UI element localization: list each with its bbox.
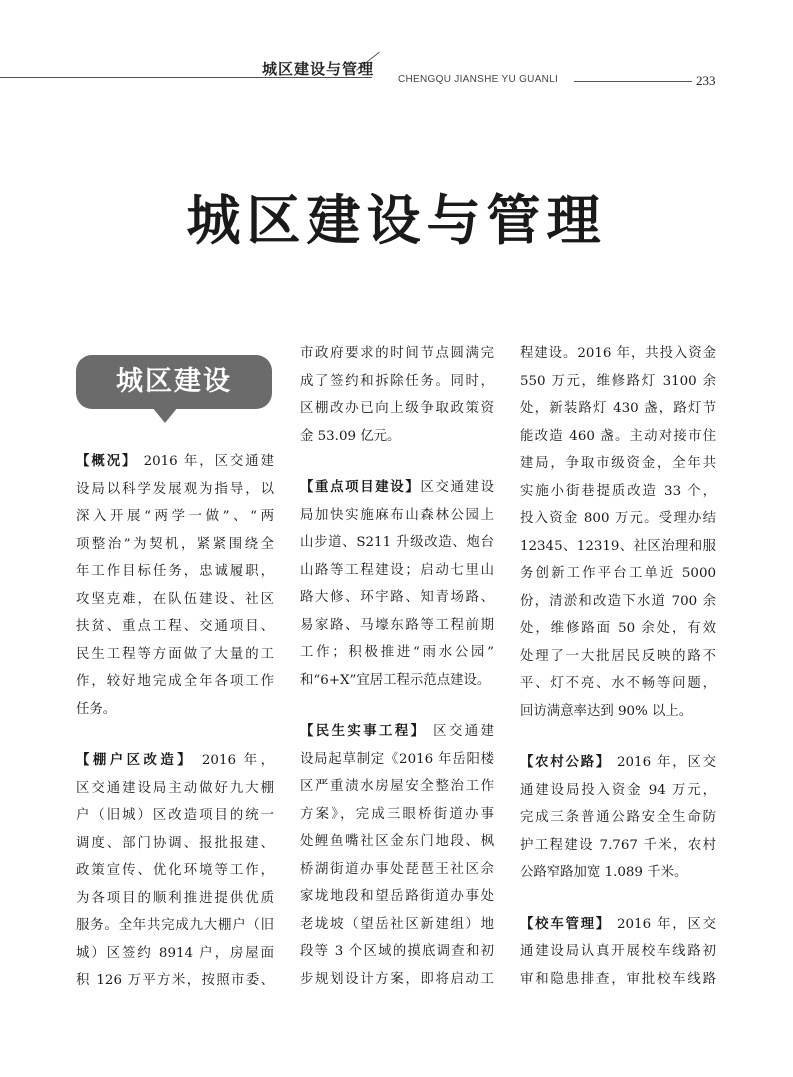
line-text: 家垅地段和望岳路街道办事处 [300, 889, 494, 904]
line-text: 扶贫、重点工程、交通项目、 [76, 619, 274, 634]
text-line [300, 502, 494, 530]
text-line [76, 747, 274, 775]
paragraph-gap [76, 723, 274, 747]
text-line [300, 423, 494, 451]
line-text: 成了签约和拆除任务。同时， [300, 373, 494, 389]
text-line [300, 667, 494, 695]
text-line [520, 966, 716, 994]
text-line [520, 450, 716, 478]
line-text: 2016 年，区交通建 [137, 454, 274, 469]
text-line [300, 395, 494, 423]
text-line [300, 966, 494, 994]
line-text: 民生工程等方面做了大量的工 [76, 646, 274, 662]
line-text: 年工作目标任务，忠诚履职， [76, 564, 274, 579]
line-text: 局加快实施麻布山森林公园上 [300, 507, 494, 523]
line-text: 政策宣传、优化环境等工作， [76, 863, 274, 878]
line-text: 区交通建设局主动做好九大棚 [76, 780, 274, 796]
line-text: 户（旧城）区改造项目的统一 [76, 808, 274, 823]
line-text: 程建设。2016 年，共投入资金 [520, 346, 716, 361]
text-line [76, 531, 274, 559]
line-text: 金 53.09 亿元。 [300, 428, 401, 444]
text-line [300, 773, 494, 801]
line-text: 区严重渍水房屋安全整治工作 [300, 779, 494, 794]
text-line [76, 775, 274, 803]
line-text: 建局，争取市级资金，全年共 [520, 456, 716, 471]
line-text: 深入开展“两学一做”、“两 [76, 509, 274, 524]
line-text: 通建设局投入资金 94 万元， [520, 782, 716, 798]
text-line [300, 746, 494, 774]
paragraph-heading: 【农村公路】 [520, 755, 611, 770]
section-badge-pointer [152, 407, 178, 423]
line-text: 项整治”为契机，紧紧围绕全 [76, 536, 274, 552]
paragraph-gap [300, 694, 494, 718]
running-header-title: 城区建设与管理 [262, 60, 375, 78]
text-line [76, 668, 274, 696]
text-line [300, 584, 494, 612]
line-text: 审和隐患排查，审批校车线路 [520, 971, 716, 987]
text-line [76, 558, 274, 586]
line-text: 设局以科学发展观为指导，以 [76, 481, 274, 497]
header-rule-right [574, 81, 692, 82]
line-text: 路大修、环宇路、知青场路、 [300, 590, 494, 605]
text-line [520, 859, 716, 887]
line-text: 实施小街巷提质改造 33 个， [520, 483, 716, 499]
text-line [520, 777, 716, 805]
line-text: 处，维修路面 50 余处，有效 [520, 621, 716, 636]
line-text: 公路窄路加宽 1.089 千米。 [520, 865, 688, 880]
paragraph-heading: 【民生实事工程】 [300, 724, 427, 739]
line-text: 易家路、马壕东路等工程前期 [300, 617, 494, 633]
text-line [76, 586, 274, 614]
line-text: 12345、12319、社区治理和服 [520, 538, 716, 554]
text-line [300, 911, 494, 939]
text-line [520, 478, 716, 506]
text-line [520, 749, 716, 777]
paragraph-gap [300, 450, 494, 474]
line-text: 方案》，完成三眼桥街道办事 [300, 806, 494, 822]
text-line [300, 718, 494, 746]
text-line [76, 696, 274, 724]
text-line [76, 885, 274, 913]
text-line [300, 856, 494, 884]
line-text: 平、灯不亮、水不畅等问题， [520, 676, 716, 691]
line-text: 任务。 [76, 701, 117, 717]
text-line [520, 832, 716, 860]
line-text: 调度、部门协调、报批报建、 [76, 835, 274, 851]
text-line [300, 828, 494, 856]
line-text: 处，新装路灯 430 盏，路灯节 [520, 401, 716, 416]
line-text: 回访满意率达到 90% 以上。 [520, 703, 693, 719]
text-line [520, 505, 716, 533]
section-badge [76, 355, 272, 409]
line-text: 工作；积极推进“雨水公园” [300, 645, 494, 660]
line-text: 护工程建设 7.767 千米，农村 [520, 837, 716, 853]
paragraph-heading: 【校车管理】 [520, 916, 611, 932]
line-text: 完成三条普通公路安全生命防 [520, 810, 716, 825]
line-text: 投入资金 800 万元。受理办结 [520, 511, 716, 526]
line-text: 2016 年，区交 [610, 916, 716, 932]
text-column-2 [300, 340, 494, 993]
text-line [300, 938, 494, 966]
line-text: 550 万元，维修路灯 3100 余 [520, 373, 716, 389]
text-line [520, 588, 716, 616]
line-text: 段等 3 个区域的摸底调查和初 [300, 944, 494, 959]
text-line [520, 395, 716, 423]
text-line [520, 615, 716, 643]
text-line [76, 448, 274, 476]
line-text: 城）区签约 8914 户，房屋面 [76, 945, 274, 961]
line-text: 处理了一大批居民反映的路不 [520, 648, 716, 664]
line-text: 步规划设计方案，即将启动工 [300, 971, 494, 987]
text-line [300, 340, 494, 368]
text-line [520, 423, 716, 451]
paragraph-heading: 【棚户区改造】 [76, 753, 195, 768]
line-text: 为各项目的顺利推进提供优质 [76, 890, 274, 906]
text-column-3 [520, 340, 716, 993]
text-line [76, 912, 274, 940]
line-text: 山步道、S211 升级改造、炮台 [300, 535, 494, 550]
text-line [520, 670, 716, 698]
line-text: 通建设局认真开展校车线路初 [520, 944, 716, 959]
section-badge-label: 城区建设 [116, 366, 232, 397]
line-text: 市政府要求的时间节点圆满完 [300, 346, 494, 361]
line-text: 务创新工作平台工单近 5000 [520, 566, 716, 581]
text-line [520, 643, 716, 671]
line-text: 份，清淤和改造下水道 700 余 [520, 593, 716, 609]
line-text: 设局起草制定《2016 年岳阳楼 [300, 751, 494, 767]
line-text: 2016 年， [194, 753, 274, 768]
line-text: 山路等工程建设；启动七里山 [300, 562, 494, 578]
paragraph-heading: 【重点项目建设】 [300, 480, 421, 495]
line-text: 区交通建设 [420, 480, 494, 495]
line-text: 攻坚克难，在队伍建设、社区 [76, 591, 274, 607]
paragraph-heading: 【概况】 [76, 454, 138, 469]
text-line [300, 612, 494, 640]
text-line [300, 368, 494, 396]
line-text: 老垅坡（望岳社区新建组）地 [300, 916, 494, 932]
text-line [300, 474, 494, 502]
text-line [76, 503, 274, 531]
line-text: 区棚改办已向上级争取政策资 [300, 401, 494, 416]
text-line [76, 476, 274, 504]
paragraph-gap [520, 725, 716, 749]
line-text: 积 126 万平方米，按照市委、 [76, 973, 274, 988]
text-line [520, 368, 716, 396]
text-line [520, 560, 716, 588]
text-line [76, 613, 274, 641]
text-line [520, 804, 716, 832]
line-text: 服务。全年共完成九大棚户（旧 [76, 918, 274, 933]
running-header-pinyin: CHENGQU JIANSHE YU GUANLI [398, 74, 559, 85]
text-line [300, 529, 494, 557]
text-line [300, 639, 494, 667]
chapter-title: 城区建设与管理 [186, 188, 607, 252]
text-line [76, 940, 274, 968]
text-line [520, 938, 716, 966]
text-line [76, 857, 274, 885]
page-number: 233 [696, 73, 716, 88]
text-column-1 [76, 448, 274, 995]
text-line [520, 911, 716, 939]
line-text: 能改造 460 盏。主动对接市住 [520, 428, 716, 444]
line-text: 处鲤鱼嘴社区金东门地段、枫 [300, 834, 494, 849]
text-line [76, 641, 274, 669]
text-line [300, 883, 494, 911]
text-line [76, 802, 274, 830]
line-text: 作，较好地完成全年各项工作 [76, 674, 274, 689]
line-text: 桥湖街道办事处琵琶王社区佘 [300, 861, 494, 877]
text-line [300, 557, 494, 585]
paragraph-gap [520, 887, 716, 911]
line-text: 2016 年，区交 [610, 755, 716, 770]
text-line [520, 698, 716, 726]
line-text: 区交通建 [426, 724, 494, 739]
text-line [76, 967, 274, 995]
text-line [520, 533, 716, 561]
line-text: 和“6+X”宜居工程示范点建设。 [300, 672, 491, 688]
text-line [300, 801, 494, 829]
text-line [76, 830, 274, 858]
text-line [520, 340, 716, 368]
